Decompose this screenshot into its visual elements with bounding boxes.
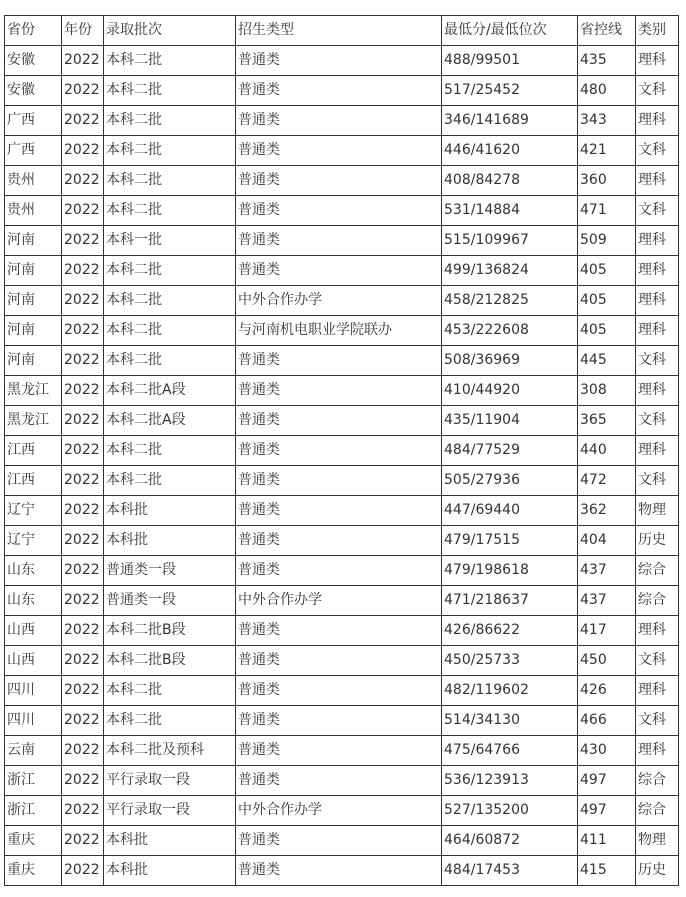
cell-category: 综合 xyxy=(636,586,679,616)
cell-control-line: 471 xyxy=(578,196,636,226)
cell-enroll-type: 与河南机电职业学院联办 xyxy=(236,316,442,346)
cell-province: 广西 xyxy=(5,136,62,166)
cell-control-line: 480 xyxy=(578,76,636,106)
cell-category: 历史 xyxy=(636,856,679,886)
table-row xyxy=(5,406,679,436)
table-row xyxy=(5,796,679,826)
cell-province: 河南 xyxy=(5,316,62,346)
cell-enroll-type: 普通类 xyxy=(236,556,442,586)
cell-min-score-rank: 484/17453 xyxy=(442,856,578,886)
cell-category: 理科 xyxy=(636,286,679,316)
cell-province: 辽宁 xyxy=(5,526,62,556)
cell-enroll-type: 普通类 xyxy=(236,256,442,286)
cell-category: 文科 xyxy=(636,706,679,736)
cell-category: 理科 xyxy=(636,166,679,196)
table-body xyxy=(5,46,679,886)
cell-category: 文科 xyxy=(636,406,679,436)
table-row xyxy=(5,286,679,316)
table-row xyxy=(5,826,679,856)
cell-category: 理科 xyxy=(636,436,679,466)
cell-enroll-type: 普通类 xyxy=(236,376,442,406)
cell-year: 2022 xyxy=(62,736,104,766)
cell-control-line: 365 xyxy=(578,406,636,436)
admission-scores-table-container xyxy=(4,15,679,886)
cell-province: 河南 xyxy=(5,346,62,376)
cell-category: 文科 xyxy=(636,136,679,166)
table-row xyxy=(5,496,679,526)
cell-batch: 本科二批 xyxy=(104,106,236,136)
cell-year: 2022 xyxy=(62,616,104,646)
cell-category: 文科 xyxy=(636,76,679,106)
cell-enroll-type: 普通类 xyxy=(236,46,442,76)
cell-year: 2022 xyxy=(62,136,104,166)
table-row xyxy=(5,136,679,166)
cell-min-score-rank: 446/41620 xyxy=(442,136,578,166)
cell-category: 文科 xyxy=(636,346,679,376)
cell-control-line: 415 xyxy=(578,856,636,886)
header-enroll-type: 招生类型 xyxy=(236,16,442,46)
cell-enroll-type: 普通类 xyxy=(236,496,442,526)
cell-min-score-rank: 515/109967 xyxy=(442,226,578,256)
cell-province: 河南 xyxy=(5,226,62,256)
cell-province: 重庆 xyxy=(5,826,62,856)
cell-province: 广西 xyxy=(5,106,62,136)
table-row xyxy=(5,436,679,466)
table-header-row xyxy=(5,16,679,46)
cell-enroll-type: 普通类 xyxy=(236,706,442,736)
cell-min-score-rank: 505/27936 xyxy=(442,466,578,496)
cell-enroll-type: 普通类 xyxy=(236,196,442,226)
cell-min-score-rank: 514/34130 xyxy=(442,706,578,736)
cell-control-line: 360 xyxy=(578,166,636,196)
cell-year: 2022 xyxy=(62,166,104,196)
cell-control-line: 472 xyxy=(578,466,636,496)
cell-batch: 本科二批 xyxy=(104,286,236,316)
cell-min-score-rank: 536/123913 xyxy=(442,766,578,796)
cell-enroll-type: 普通类 xyxy=(236,346,442,376)
cell-province: 重庆 xyxy=(5,856,62,886)
table-row xyxy=(5,346,679,376)
cell-year: 2022 xyxy=(62,106,104,136)
cell-min-score-rank: 508/36969 xyxy=(442,346,578,376)
cell-control-line: 426 xyxy=(578,676,636,706)
cell-year: 2022 xyxy=(62,856,104,886)
cell-province: 江西 xyxy=(5,436,62,466)
cell-min-score-rank: 471/218637 xyxy=(442,586,578,616)
table-row xyxy=(5,166,679,196)
cell-min-score-rank: 499/136824 xyxy=(442,256,578,286)
cell-batch: 普通类一段 xyxy=(104,556,236,586)
cell-control-line: 437 xyxy=(578,586,636,616)
table-row xyxy=(5,76,679,106)
cell-year: 2022 xyxy=(62,286,104,316)
cell-control-line: 417 xyxy=(578,616,636,646)
cell-enroll-type: 普通类 xyxy=(236,436,442,466)
cell-enroll-type: 普通类 xyxy=(236,226,442,256)
table-row xyxy=(5,556,679,586)
cell-category: 综合 xyxy=(636,556,679,586)
cell-province: 贵州 xyxy=(5,166,62,196)
cell-min-score-rank: 527/135200 xyxy=(442,796,578,826)
cell-min-score-rank: 408/84278 xyxy=(442,166,578,196)
cell-category: 理科 xyxy=(636,226,679,256)
cell-category: 文科 xyxy=(636,466,679,496)
cell-category: 文科 xyxy=(636,196,679,226)
cell-year: 2022 xyxy=(62,706,104,736)
cell-batch: 本科二批B段 xyxy=(104,646,236,676)
cell-min-score-rank: 475/64766 xyxy=(442,736,578,766)
cell-batch: 本科二批 xyxy=(104,136,236,166)
cell-enroll-type: 普通类 xyxy=(236,856,442,886)
cell-enroll-type: 普通类 xyxy=(236,766,442,796)
cell-category: 理科 xyxy=(636,676,679,706)
cell-enroll-type: 普通类 xyxy=(236,76,442,106)
cell-year: 2022 xyxy=(62,676,104,706)
cell-category: 物理 xyxy=(636,496,679,526)
cell-year: 2022 xyxy=(62,406,104,436)
cell-category: 理科 xyxy=(636,736,679,766)
table-row xyxy=(5,856,679,886)
admission-scores-table xyxy=(4,15,679,886)
cell-control-line: 440 xyxy=(578,436,636,466)
cell-min-score-rank: 482/119602 xyxy=(442,676,578,706)
cell-year: 2022 xyxy=(62,466,104,496)
cell-control-line: 405 xyxy=(578,286,636,316)
cell-control-line: 445 xyxy=(578,346,636,376)
cell-province: 山东 xyxy=(5,586,62,616)
cell-province: 浙江 xyxy=(5,796,62,826)
cell-batch: 本科二批及预科 xyxy=(104,736,236,766)
cell-enroll-type: 普通类 xyxy=(236,736,442,766)
cell-batch: 本科批 xyxy=(104,856,236,886)
table-row xyxy=(5,46,679,76)
cell-batch: 普通类一段 xyxy=(104,586,236,616)
cell-year: 2022 xyxy=(62,646,104,676)
cell-year: 2022 xyxy=(62,46,104,76)
table-row xyxy=(5,646,679,676)
cell-enroll-type: 普通类 xyxy=(236,166,442,196)
cell-min-score-rank: 484/77529 xyxy=(442,436,578,466)
cell-category: 历史 xyxy=(636,526,679,556)
cell-control-line: 435 xyxy=(578,46,636,76)
table-row xyxy=(5,676,679,706)
header-category: 类别 xyxy=(636,16,679,46)
cell-enroll-type: 中外合作办学 xyxy=(236,586,442,616)
cell-category: 理科 xyxy=(636,256,679,286)
cell-province: 四川 xyxy=(5,706,62,736)
cell-year: 2022 xyxy=(62,496,104,526)
cell-min-score-rank: 410/44920 xyxy=(442,376,578,406)
table-row xyxy=(5,736,679,766)
cell-category: 文科 xyxy=(636,646,679,676)
cell-province: 辽宁 xyxy=(5,496,62,526)
cell-province: 安徽 xyxy=(5,76,62,106)
cell-category: 综合 xyxy=(636,766,679,796)
cell-year: 2022 xyxy=(62,256,104,286)
cell-control-line: 343 xyxy=(578,106,636,136)
table-row xyxy=(5,196,679,226)
cell-min-score-rank: 453/222608 xyxy=(442,316,578,346)
cell-control-line: 430 xyxy=(578,736,636,766)
cell-control-line: 437 xyxy=(578,556,636,586)
table-row xyxy=(5,586,679,616)
table-row xyxy=(5,526,679,556)
cell-control-line: 466 xyxy=(578,706,636,736)
cell-year: 2022 xyxy=(62,796,104,826)
cell-year: 2022 xyxy=(62,316,104,346)
cell-min-score-rank: 346/141689 xyxy=(442,106,578,136)
cell-enroll-type: 普通类 xyxy=(236,406,442,436)
cell-control-line: 421 xyxy=(578,136,636,166)
cell-batch: 本科二批 xyxy=(104,166,236,196)
cell-batch: 本科二批 xyxy=(104,76,236,106)
cell-control-line: 404 xyxy=(578,526,636,556)
cell-control-line: 450 xyxy=(578,646,636,676)
cell-batch: 本科二批 xyxy=(104,346,236,376)
cell-control-line: 497 xyxy=(578,796,636,826)
cell-batch: 本科批 xyxy=(104,496,236,526)
cell-batch: 本科二批 xyxy=(104,436,236,466)
cell-enroll-type: 普通类 xyxy=(236,526,442,556)
cell-province: 山西 xyxy=(5,646,62,676)
cell-enroll-type: 中外合作办学 xyxy=(236,286,442,316)
table-row xyxy=(5,106,679,136)
cell-batch: 本科二批 xyxy=(104,706,236,736)
cell-enroll-type: 普通类 xyxy=(236,676,442,706)
cell-enroll-type: 普通类 xyxy=(236,136,442,166)
cell-min-score-rank: 488/99501 xyxy=(442,46,578,76)
cell-province: 江西 xyxy=(5,466,62,496)
header-batch: 录取批次 xyxy=(104,16,236,46)
cell-province: 贵州 xyxy=(5,196,62,226)
table-row xyxy=(5,766,679,796)
cell-year: 2022 xyxy=(62,346,104,376)
table-row xyxy=(5,256,679,286)
cell-year: 2022 xyxy=(62,76,104,106)
cell-batch: 本科二批 xyxy=(104,46,236,76)
cell-enroll-type: 普通类 xyxy=(236,646,442,676)
cell-control-line: 308 xyxy=(578,376,636,406)
cell-province: 浙江 xyxy=(5,766,62,796)
table-row xyxy=(5,616,679,646)
cell-min-score-rank: 426/86622 xyxy=(442,616,578,646)
cell-batch: 本科二批 xyxy=(104,196,236,226)
cell-batch: 本科二批B段 xyxy=(104,616,236,646)
header-control-line: 省控线 xyxy=(578,16,636,46)
cell-category: 理科 xyxy=(636,106,679,136)
cell-province: 云南 xyxy=(5,736,62,766)
cell-year: 2022 xyxy=(62,226,104,256)
cell-batch: 本科二批 xyxy=(104,316,236,346)
cell-min-score-rank: 531/14884 xyxy=(442,196,578,226)
cell-year: 2022 xyxy=(62,766,104,796)
cell-batch: 本科二批A段 xyxy=(104,376,236,406)
cell-year: 2022 xyxy=(62,376,104,406)
cell-enroll-type: 普通类 xyxy=(236,616,442,646)
cell-province: 黑龙江 xyxy=(5,406,62,436)
table-row xyxy=(5,226,679,256)
cell-province: 山西 xyxy=(5,616,62,646)
cell-min-score-rank: 450/25733 xyxy=(442,646,578,676)
cell-control-line: 405 xyxy=(578,256,636,286)
cell-min-score-rank: 479/198618 xyxy=(442,556,578,586)
cell-batch: 本科二批 xyxy=(104,466,236,496)
cell-category: 理科 xyxy=(636,616,679,646)
cell-batch: 本科二批A段 xyxy=(104,406,236,436)
table-row xyxy=(5,466,679,496)
cell-category: 物理 xyxy=(636,826,679,856)
cell-year: 2022 xyxy=(62,196,104,226)
cell-batch: 本科一批 xyxy=(104,226,236,256)
cell-category: 理科 xyxy=(636,316,679,346)
cell-enroll-type: 普通类 xyxy=(236,466,442,496)
cell-min-score-rank: 447/69440 xyxy=(442,496,578,526)
cell-batch: 本科批 xyxy=(104,526,236,556)
cell-enroll-type: 普通类 xyxy=(236,106,442,136)
cell-province: 四川 xyxy=(5,676,62,706)
cell-control-line: 405 xyxy=(578,316,636,346)
cell-category: 综合 xyxy=(636,796,679,826)
cell-control-line: 411 xyxy=(578,826,636,856)
cell-batch: 本科批 xyxy=(104,826,236,856)
header-year: 年份 xyxy=(62,16,104,46)
cell-province: 河南 xyxy=(5,286,62,316)
cell-province: 安徽 xyxy=(5,46,62,76)
cell-province: 黑龙江 xyxy=(5,376,62,406)
cell-year: 2022 xyxy=(62,826,104,856)
cell-min-score-rank: 435/11904 xyxy=(442,406,578,436)
cell-category: 理科 xyxy=(636,46,679,76)
cell-category: 理科 xyxy=(636,376,679,406)
cell-min-score-rank: 458/212825 xyxy=(442,286,578,316)
cell-batch: 平行录取一段 xyxy=(104,766,236,796)
table-row xyxy=(5,316,679,346)
cell-min-score-rank: 479/17515 xyxy=(442,526,578,556)
cell-province: 河南 xyxy=(5,256,62,286)
cell-batch: 本科二批 xyxy=(104,676,236,706)
cell-batch: 本科二批 xyxy=(104,256,236,286)
header-province: 省份 xyxy=(5,16,62,46)
cell-year: 2022 xyxy=(62,526,104,556)
cell-batch: 平行录取一段 xyxy=(104,796,236,826)
cell-year: 2022 xyxy=(62,586,104,616)
cell-enroll-type: 中外合作办学 xyxy=(236,796,442,826)
cell-year: 2022 xyxy=(62,436,104,466)
cell-enroll-type: 普通类 xyxy=(236,826,442,856)
table-row xyxy=(5,376,679,406)
cell-min-score-rank: 464/60872 xyxy=(442,826,578,856)
cell-control-line: 497 xyxy=(578,766,636,796)
table-row xyxy=(5,706,679,736)
cell-control-line: 362 xyxy=(578,496,636,526)
cell-province: 山东 xyxy=(5,556,62,586)
cell-min-score-rank: 517/25452 xyxy=(442,76,578,106)
cell-control-line: 509 xyxy=(578,226,636,256)
cell-year: 2022 xyxy=(62,556,104,586)
header-min-score-rank: 最低分/最低位次 xyxy=(442,16,578,46)
